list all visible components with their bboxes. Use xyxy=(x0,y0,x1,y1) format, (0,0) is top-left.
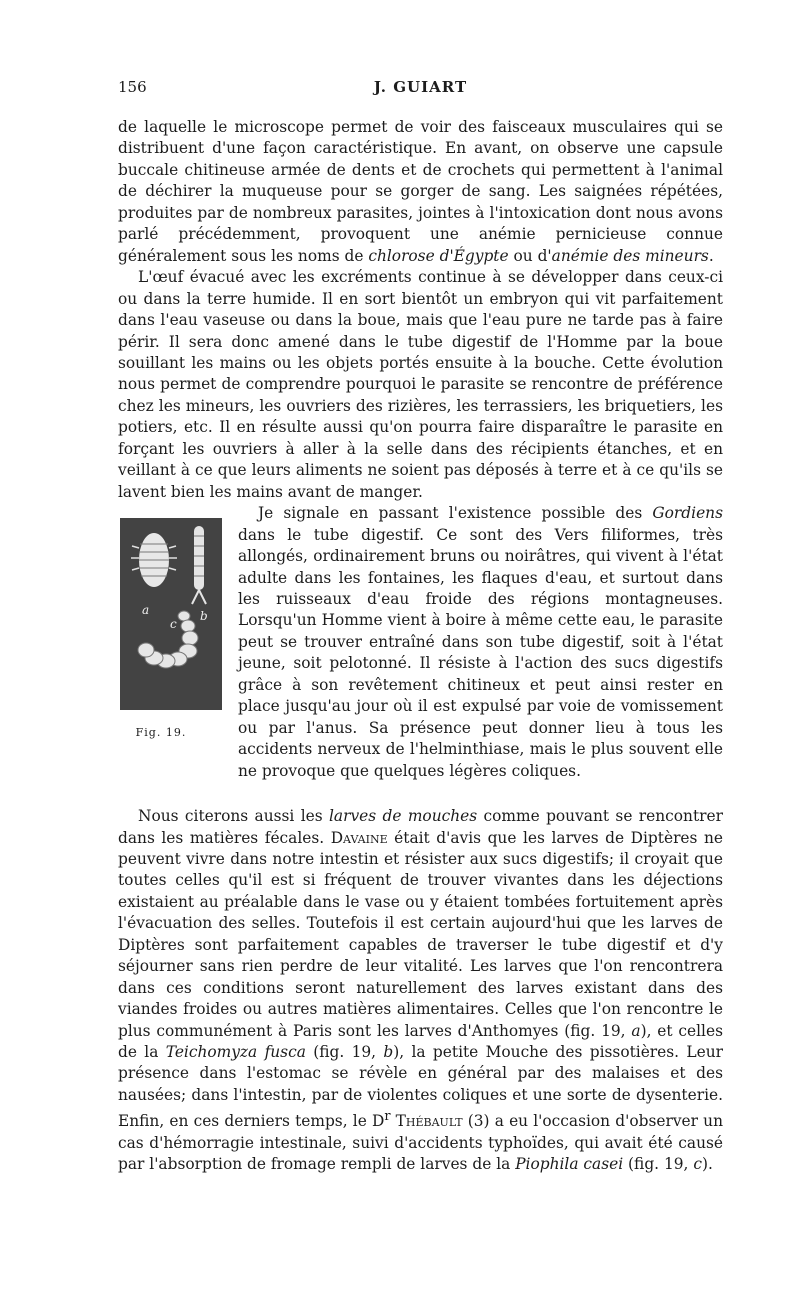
paragraph-3: Je signale en passant l'existence possible des Gordiens dans le tube digestif. Ce sont des Vers filiformes, très allongés, ordinairement bruns ou noirâtres, qui vivent à l'état adulte dans les fontaines, les flaques d'eau, et surtout dans les ruisseaux d'eau froide des régions montagneuses. Lorsqu'un Homme vient à boire à même cette eau, le parasite peut se trouver entraîné dans son tube digestif, soit à l'état jeune, soit pelotonné. Il résiste à l'action des sucs digestifs grâce à son revêtement chitineux et peut ainsi rester en place jusqu'au jour où il est expulsé par voie de vomissement ou par l'anus. Sa présence peut donner lieu à tous les accidents nerveux de l'helminthiase, mais le plus souvent elle ne provoque que quelques légères coliques. xyxy=(238,504,723,780)
figure-19 xyxy=(118,506,226,768)
page-header xyxy=(118,78,723,100)
paragraph-2: L'œuf évacué avec les excréments continue à se développer dans ceux-ci ou dans la terre humide. Il en sort bientôt un embryon qui vit parfaitement dans l'eau vaseuse ou dans la boue, mais que l'eau pure ne tarde pas à faire périr. Il sera donc amené dans le tube digestif de l'Homme par la boue souillant les mains ou les objets portés ensuite à la bouche. Cette évolution nous permet de comprendre pourquoi le parasite se rencontre de préférence chez les mineurs, les ouvriers des rizières, les terrassiers, les briquetiers, les potiers, etc. Il en résulte aussi qu'on pourra faire disparaître le parasite en forçant les ouvriers à aller à la selle dans des récipients étanches, et en veillant à ce que leurs aliments ne soient pas déposés à terre et à ce qu'ils se lavent bien les mains avant de manger. xyxy=(118,268,723,501)
running-head: J. GUIART xyxy=(373,78,468,96)
page-body xyxy=(118,117,723,1176)
figure-label-c: c xyxy=(170,617,177,632)
paragraph-4: Nous citerons aussi les larves de mouches comme pouvant se rencontrer dans les matières fécales. Davaine était d'avis que les larves de Diptères ne peuvent vivre dans notre intestin et résister aux sucs digestifs; il croyait que toutes celles qu'il est si fréquent de trouver vivantes dans les déjections existaient au préalable dans le vase ou y étaient tombées fortuitement après l'évacuation des selles. Toutefois il est certain aujourd'hui que les larves de Diptères sont parfaitement capables de traverser le tube digestif et d'y séjourner sans rien perdre de leur vitalité. Les larves que l'on rencontrera dans ces conditions seront naturellement des larves existant dans des viandes froides ou autres matières alimentaires. Celles que l'on rencontre le plus communément à Paris sont les larves d'Anthomyes (fig. 19, a), et celles de la Teichomyza fusca (fig. 19, b), la petite Mouche des pissotières. Leur présence dans l'estomac se révèle en général par des malaises et des nausées; dans l'intestin, par de violentes coliques et une sorte de dysenterie. Enfin, en ces derniers temps, le $D^r$ Thébault (3) a eu l'occasion d'observer un cas d'hémorragie intestinale, suivi d'accidents typhoïdes, qui avait été causé par l'absorption de fromage rempli de larves de la Piophila casei (fig. 19, c). xyxy=(118,807,724,1174)
term-piophila: Piophila casei xyxy=(515,1155,624,1174)
term-teichomyza: Teichomyza fusca xyxy=(165,1043,306,1062)
larvae-illustration xyxy=(120,518,222,710)
paragraph-1: de laquelle le microscope permet de voir des faisceaux musculaires qui se distribuent d'une façon caractéristique. En avant, on observe une capsule buccale chitineuse armée de dents et de crochets qui permettent à l'animal de déchirer la muqueuse pour se gorger de sang. Les saignées répétées, produites par de nombreux parasites, jointes à l'intoxication dont nous avons parlé précédemment, provoquent une anémie pernicieuse connue généralement sous les noms de chlorose d'Égypte ou d'anémie des mineurs. xyxy=(118,118,723,265)
section-gap xyxy=(118,782,723,806)
term-larves-de-mouches: larves de mouches xyxy=(329,807,478,826)
figure-label-b: b xyxy=(200,609,208,624)
term-gordiens: Gordiens xyxy=(652,504,723,523)
page-number: 156 xyxy=(118,78,147,96)
term-anemie: anémie des mineurs xyxy=(551,246,709,265)
figure-label-a: a xyxy=(142,603,150,618)
author-davaine: Davaine xyxy=(330,828,388,847)
author-thebault: Thébault xyxy=(395,1112,463,1131)
figure-caption: Fig. 19. xyxy=(135,726,187,740)
term-chlorose: chlorose d'Égypte xyxy=(368,246,509,265)
